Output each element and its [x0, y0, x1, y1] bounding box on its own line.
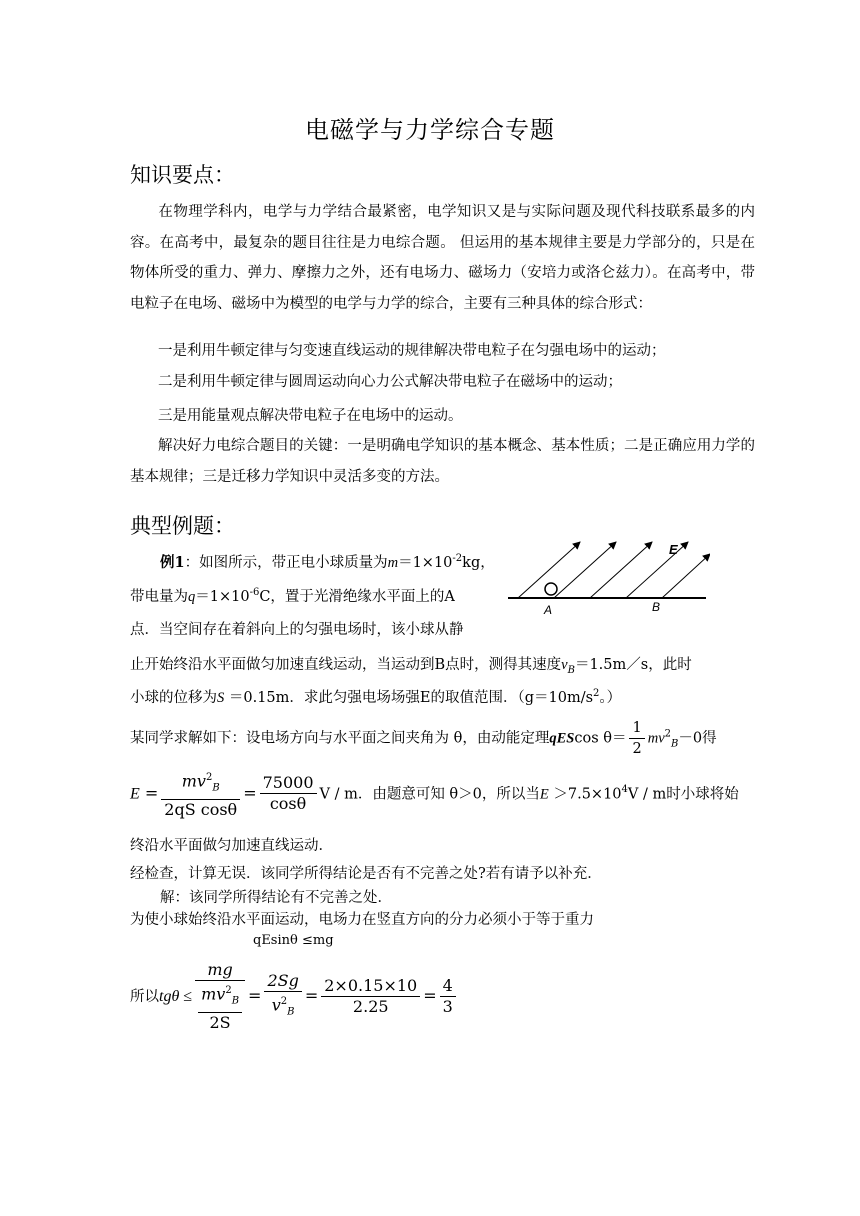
example-line-1	[160, 551, 495, 572]
mass-symbol: m	[387, 555, 399, 571]
displacement-text: 小球的位移为	[130, 690, 217, 706]
key-text: 解决好力电综合题目的关键：一是明确电学知识的基本概念、基本性质；二是正确应用力学的基本规律；三是迁移力学知识中灵活多变的方法。	[130, 438, 755, 485]
solution-end: 终沿水平面做匀加速直线运动．	[130, 838, 333, 854]
example-line-3: 点．当空间存在着斜向上的匀强电场时，该小球从静	[130, 622, 464, 638]
final-eq-3: =	[423, 985, 437, 1005]
mv-square: 2	[664, 728, 672, 740]
document-title: 电磁学与力学综合专题	[305, 116, 555, 144]
field-line-3	[590, 542, 652, 598]
eq-fraction-2: $\frac{75000}{\cos\theta}$	[260, 773, 317, 814]
charge-symbol: q	[188, 589, 196, 605]
eq-sign-1: =	[144, 783, 159, 803]
eq-tail-exponent: 4	[621, 783, 628, 795]
final-fraction-3: $\frac{2\times 0.15\times 10}{2.25}$	[321, 976, 420, 1017]
reason-line: 为使小球始终沿水平面运动，电场力在竖直方向的分力必须小于等于重力	[130, 912, 594, 928]
velocity-text: 止开始终沿水平面做匀加速直线运动，当运动到B点时，测得其速度	[130, 657, 562, 673]
qes-symbol: qES	[549, 730, 575, 747]
final-fraction-4: $\frac{4}{3}$	[440, 976, 456, 1017]
velocity-subscript: B	[567, 664, 575, 676]
inequality-line: qEsinθ ≤mg	[253, 933, 334, 948]
g-close: 。）	[599, 690, 622, 706]
charge-value: ＝1×10	[195, 589, 250, 605]
mv-subscript: B	[671, 738, 679, 750]
example-line-4	[130, 653, 692, 676]
example-label: 例1	[160, 554, 185, 571]
g-exponent: 2	[593, 688, 600, 700]
key-paragraph	[130, 431, 755, 492]
field-line-5	[662, 554, 710, 598]
section-heading-key-points: 知识要点：	[130, 163, 235, 187]
eq-tail-text: V / m．由题意可知 θ＞0，所以当	[319, 786, 540, 803]
field-line-4	[626, 542, 688, 598]
eq-tail-E: E	[539, 786, 549, 803]
velocity-value: ＝1.5m／s，此时	[574, 657, 692, 673]
example-line-2	[130, 585, 455, 606]
field-equation	[130, 768, 739, 820]
check-line: 经检查，计算无误．该同学所得结论是否有不完善之处?若有请予以补充．	[130, 866, 602, 882]
final-eq-2: =	[304, 985, 319, 1005]
electric-field-figure	[504, 536, 710, 620]
eq-tail-end: V / m时小球将始	[627, 786, 739, 803]
half-fraction: $\frac{1}{2}$	[629, 718, 644, 759]
charge-exponent: -6	[249, 587, 260, 599]
eq-tail-value: ＞7.5×10	[548, 786, 622, 803]
solution-text: 某同学求解如下：设电场方向与水平面之间夹角为 θ，由动能定理	[130, 730, 550, 747]
mv-symbol: mv	[647, 730, 665, 747]
intro-paragraph	[130, 197, 755, 319]
point-label-B: B	[652, 600, 661, 614]
eq-sign-2: =	[243, 783, 257, 803]
charged-ball	[545, 583, 557, 595]
final-equation	[130, 960, 459, 1033]
answer-line: 解：该同学所得结论有不完善之处．	[160, 890, 392, 906]
tg-theta: tgθ ≤	[159, 987, 193, 1005]
form-three: 三是用能量观点解决带电粒子在电场中的运动。	[158, 408, 463, 424]
final-fraction-2: $\frac{2Sg}{v^2_B}$	[264, 971, 301, 1023]
solution-tail: －0得	[678, 730, 717, 747]
final-eq-1: =	[248, 985, 262, 1005]
displacement-value: ＝0.15m．求此匀强电场场强E的取值范围．（g＝10m/s	[224, 690, 594, 706]
cos-theta: cos θ＝	[574, 730, 627, 747]
solution-line-1	[130, 718, 717, 759]
form-one: 一是利用牛顿定律与匀变速直线运动的规律解决带电粒子在匀强电场中的运动；	[158, 343, 666, 359]
mass-unit: kg，	[462, 555, 495, 571]
intro-text: 在物理学科内，电学与力学结合最紧密，电学知识又是与实际问题及现代科技联系最多的内容。在高考中，最复杂的题目往往是力电综合题。 但运用的基本规律主要是力学部分的，只是在物体所受的重力、弹力、摩擦力之外，还有电场力、磁场力（安培力或洛仑兹力）。在高考中，带电粒子在电场、磁场中为模型的电学与力学的综合，主要有三种具体的综合形式：	[130, 204, 755, 312]
mass-value: ＝1×10	[398, 555, 453, 571]
field-label-E: E	[669, 542, 678, 557]
form-two: 二是利用牛顿定律与圆周运动向心力公式解决带电粒子在磁场中的运动；	[158, 374, 622, 390]
field-line-2	[554, 542, 616, 598]
mass-exponent: -2	[452, 553, 463, 565]
section-heading-examples: 典型例题：	[130, 514, 235, 538]
displacement-symbol: S	[217, 690, 225, 706]
example-line-5	[130, 686, 621, 707]
charge-unit: C，置于光滑绝缘水平面上的A	[259, 589, 455, 605]
velocity-symbol: v	[561, 657, 568, 673]
final-prefix: 所以	[130, 988, 159, 1005]
final-fraction-1: $\frac{mg}{\frac{mv^2_B}{2S}}$	[195, 960, 245, 1033]
charge-text: 带电量为	[130, 589, 188, 605]
eq-E: E	[130, 785, 140, 803]
eq-fraction-1: $\frac{mv^2_B}{\text{2qS cosθ}}$	[161, 768, 240, 820]
point-label-A: A	[544, 603, 553, 617]
example-text: ：如图所示，带正电小球质量为	[184, 555, 388, 571]
